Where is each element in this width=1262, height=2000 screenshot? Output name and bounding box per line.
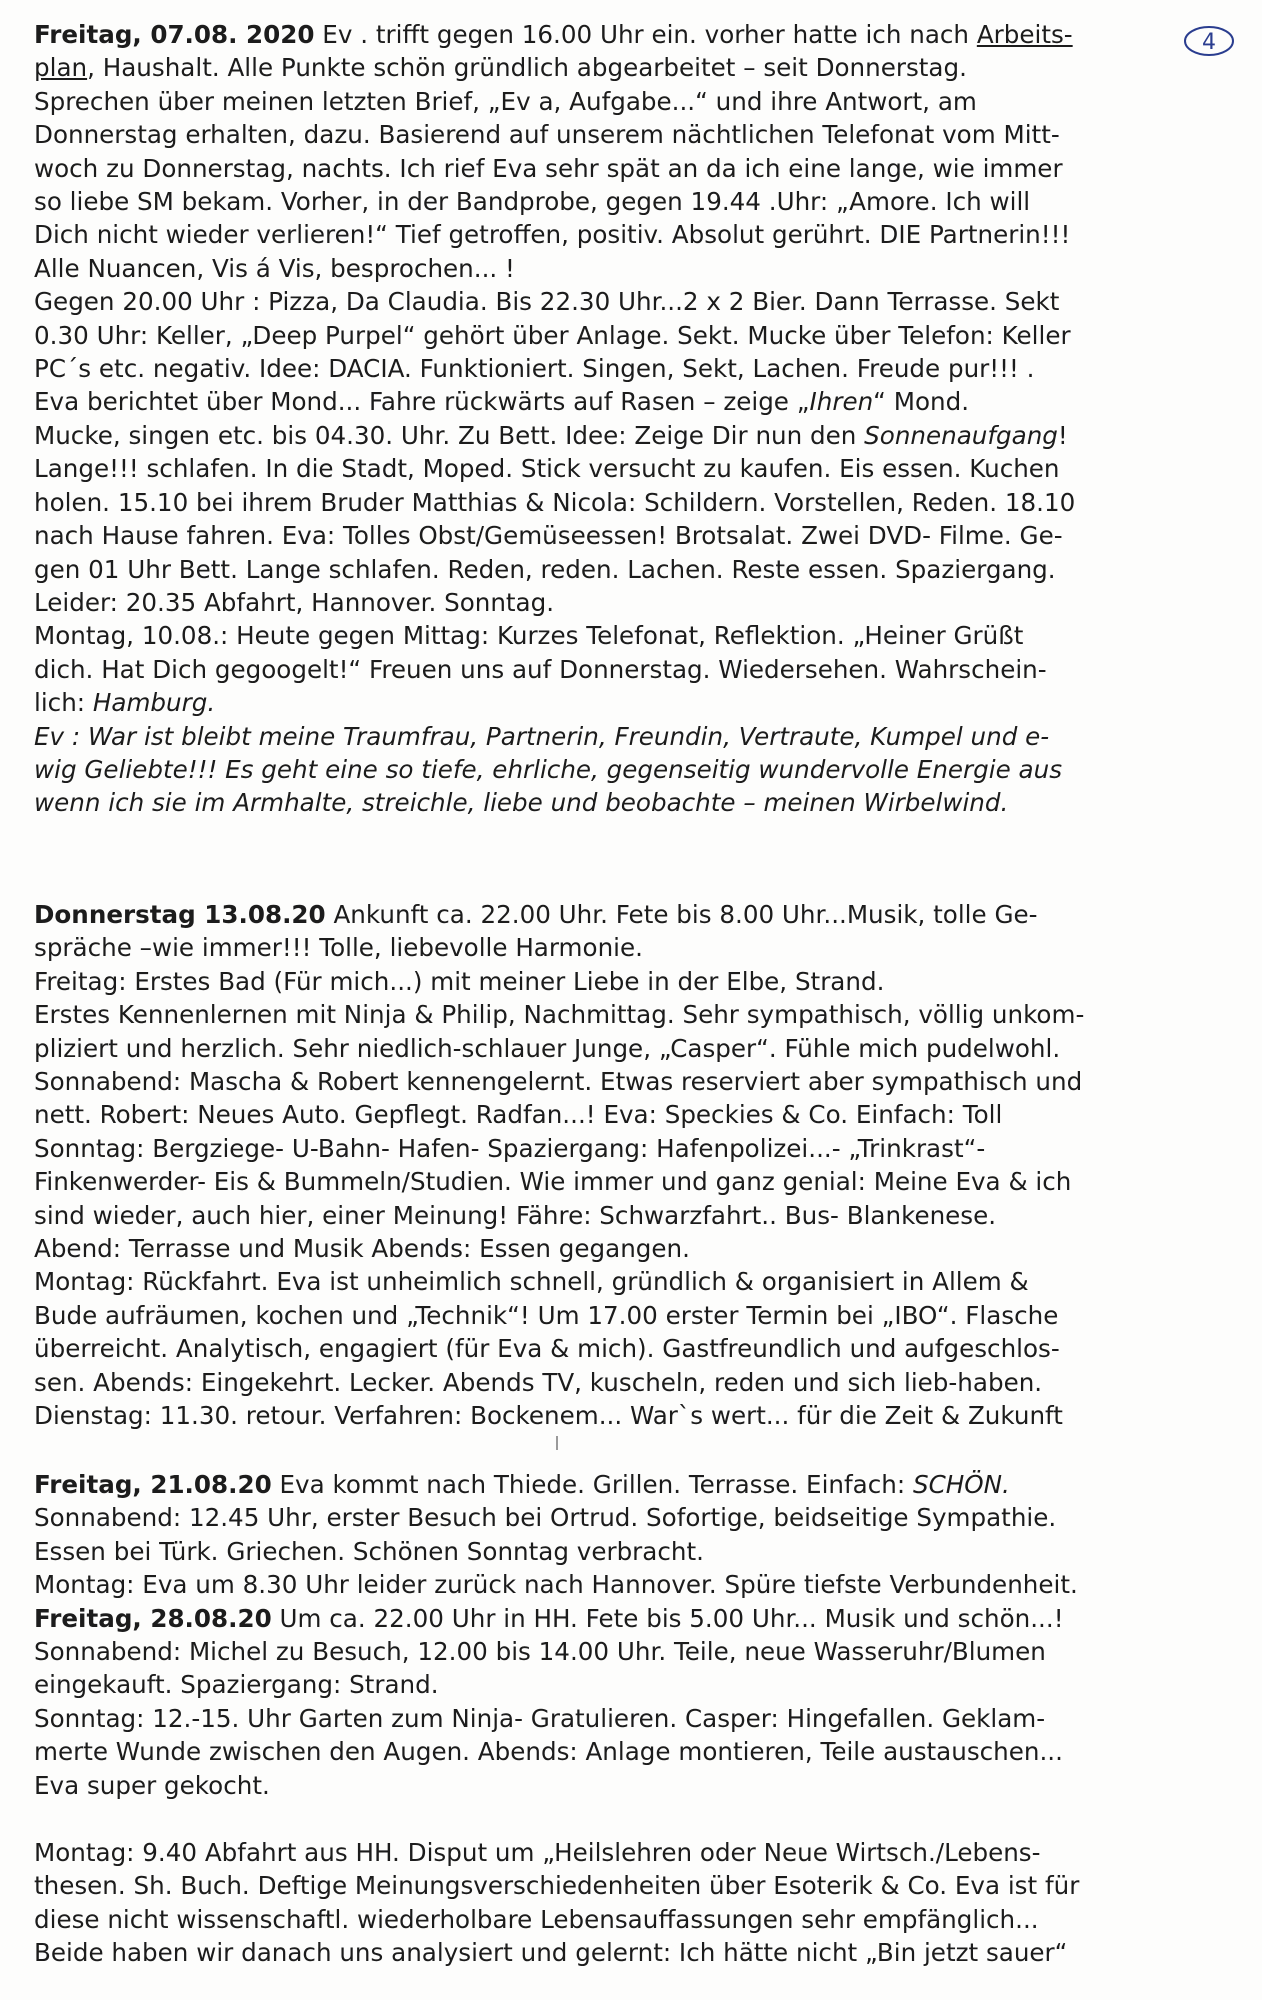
text-line: spräche –wie immer!!! Tolle, liebevolle Harmonie. [34, 933, 643, 963]
text-line: PC´s etc. negativ. Idee: DACIA. Funktioniert. Singen, Sekt, Lachen. Freude pur!!! . [34, 354, 1035, 384]
text-line: Leider: 20.35 Abfahrt, Hannover. Sonntag. [34, 587, 555, 617]
text-line: nach Hause fahren. Eva: Tolles Obst/Gemüseessen! Brotsalat. Zwei DVD- Filme. Ge- [34, 521, 1063, 551]
text-line: nett. Robert: Neues Auto. Gepflegt. Radfan...! Eva: Speckies & Co. Einfach: Toll [34, 1100, 1003, 1130]
text-line: merte Wunde zwischen den Augen. Abends: Anlage montieren, Teile austauschen... [34, 1737, 1063, 1767]
text-line: Freitag: Erstes Bad (Für mich...) mit meiner Liebe in der Elbe, Strand. [34, 966, 885, 996]
text-line: gen 01 Uhr Bett. Lange schlafen. Reden, reden. Lachen. Reste essen. Spaziergang. [34, 554, 1056, 584]
text-line: Freitag, 21.08.20 Eva kommt nach Thiede. Grillen. Terrasse. Einfach: SCHÖN. [34, 1470, 1010, 1499]
text-line: Sonnabend: Michel zu Besuch, 12.00 bis 14.00 Uhr. Teile, neue Wasseruhr/Blumen [34, 1637, 1046, 1667]
text-line: Sonntag: 12.-15. Uhr Garten zum Ninja- Gratulieren. Casper: Hingefallen. Geklam- [34, 1703, 1046, 1733]
italic-line: wig Geliebte!!! Es geht eine so tiefe, ehrliche, gegenseitig wundervolle Energie aus [34, 754, 1063, 784]
text-line: Essen bei Türk. Griechen. Schönen Sonntag verbracht. [34, 1536, 704, 1566]
italic-line: wenn ich sie im Armhalte, streichle, liebe und beobachte – meinen Wirbelwind. [34, 788, 1009, 818]
text-line: Finkenwerder- Eis & Bummeln/Studien. Wie immer und ganz genial: Meine Eva & ich [34, 1167, 1072, 1197]
text-line: Montag: Eva um 8.30 Uhr leider zurück nach Hannover. Spüre tiefste Verbundenheit. [34, 1570, 1078, 1600]
text-line: Gegen 20.00 Uhr : Pizza, Da Claudia. Bis 22.30 Uhr...2 x 2 Bier. Dann Terrasse. Sekt [34, 287, 1060, 317]
text-line: Bude aufräumen, kochen und „Technik“! Um 17.00 erster Termin bei „IBO“. Flasche [34, 1300, 1059, 1330]
text-line: woch zu Donnerstag, nachts. Ich rief Eva sehr spät an da ich eine lange, wie immer [34, 153, 1063, 183]
text-line: Alle Nuancen, Vis á Vis, besprochen... ! [34, 253, 515, 283]
text-line: Sprechen über meinen letzten Brief, „Ev a, Aufgabe...“ und ihre Antwort, am [34, 86, 977, 116]
text-line: Montag: Rückfahrt. Eva ist unheimlich schnell, gründlich & organisiert in Allem & [34, 1267, 1029, 1297]
entry-2020-08-07 [34, 18, 1224, 820]
entry-montag-abfahrt [34, 1836, 1224, 1970]
text-line: sind wieder, auch hier, einer Meinung! Fähre: Schwarzfahrt.. Bus- Blankenese. [34, 1200, 997, 1230]
text-line: Eva berichtet über Mond... Fahre rückwärts auf Rasen – zeige „Ihren“ Mond. [34, 387, 970, 417]
text-line: Lange!!! schlafen. In die Stadt, Moped. Stick versucht zu kaufen. Eis essen. Kuchen [34, 454, 1060, 484]
text-line: Eva super gekocht. [34, 1770, 270, 1800]
text-line: Sonntag: Bergziege- U-Bahn- Hafen- Spaziergang: Hafenpolizei...- „Trinkrast“- [34, 1133, 986, 1163]
text-line: Mucke, singen etc. bis 04.30. Uhr. Zu Bett. Idee: Zeige Dir nun den Sonnenaufgang! [34, 420, 1068, 450]
entry-date: Freitag, 21.08.20 [34, 1470, 272, 1499]
text-line: Freitag, 28.08.20 Um ca. 22.00 Uhr in HH. Fete bis 5.00 Uhr... Musik und schön...! [34, 1603, 1064, 1633]
text-line: überreicht. Analytisch, engagiert (für Eva & mich). Gastfreundlich und aufgeschlos- [34, 1334, 1060, 1364]
text-line: plan, Haushalt. Alle Punkte schön gründlich abgearbeitet – seit Donnerstag. [34, 53, 967, 83]
entry-date: Donnerstag 13.08.20 [34, 900, 326, 929]
text-line: thesen. Sh. Buch. Deftige Meinungsverschiedenheiten über Esoterik & Co. Eva ist für [34, 1871, 1080, 1901]
text-line: Freitag, 07.08. 2020 Ev . trifft gegen 16.00 Uhr ein. vorher hatte ich nach Arbeits- [34, 20, 1073, 49]
entry-date: Freitag, 28.08.20 [34, 1603, 272, 1633]
text-line: diese nicht wissenschaftl. wiederholbare Lebensauffassungen sehr empfänglich... [34, 1904, 1039, 1934]
text-line: Dich nicht wieder verlieren!“ Tief getroffen, positiv. Absolut gerührt. DIE Partnerin!!! [34, 220, 1071, 250]
scan-mark [556, 1436, 558, 1450]
text-line: 0.30 Uhr: Keller, „Deep Purpel“ gehört über Anlage. Sekt. Mucke über Telefon: Keller [34, 320, 1071, 350]
page-number: 4 [1202, 30, 1216, 55]
entry-2020-08-13 [34, 898, 1224, 1433]
text-line: Montag: 9.40 Abfahrt aus HH. Disput um „Heilslehren oder Neue Wirtsch./Lebens- [34, 1838, 1041, 1867]
text-line: Sonnabend: Mascha & Robert kennengelernt. Etwas reserviert aber sympathisch und [34, 1067, 1083, 1097]
text-line: Beide haben wir danach uns analysiert und gelernt: Ich hätte nicht „Bin jetzt sauer“ [34, 1938, 1068, 1968]
text-line: Abend: Terrasse und Musik Abends: Essen gegangen. [34, 1234, 690, 1264]
text-line: sen. Abends: Eingekehrt. Lecker. Abends TV, kuscheln, reden und sich lieb-haben. [34, 1367, 1043, 1397]
text-line: Dienstag: 11.30. retour. Verfahren: Bockenem... War`s wert... für die Zeit & Zukunft [34, 1401, 1063, 1431]
text-line: dich. Hat Dich gegoogelt!“ Freuen uns auf Donnerstag. Wiedersehen. Wahrschein- [34, 654, 1047, 684]
text-line: lich: Hamburg. [34, 688, 216, 718]
entry-date: Freitag, 07.08. 2020 [34, 20, 315, 49]
text-line: Erstes Kennenlernen mit Ninja & Philip, Nachmittag. Sehr sympathisch, völlig unkom- [34, 1000, 1085, 1030]
italic-line: Ev : War ist bleibt meine Traumfrau, Partnerin, Freundin, Vertraute, Kumpel und e- [34, 721, 1050, 751]
text-line: so liebe SM bekam. Vorher, in der Bandprobe, gegen 19.44 .Uhr: „Amore. Ich will [34, 187, 1031, 217]
text-line: holen. 15.10 bei ihrem Bruder Matthias & Nicola: Schildern. Vorstellen, Reden. 18.10 [34, 487, 1076, 517]
text-line: Donnerstag 13.08.20 Ankunft ca. 22.00 Uhr. Fete bis 8.00 Uhr...Musik, tolle Ge- [34, 900, 1038, 929]
text-line: eingekauft. Spaziergang: Strand. [34, 1670, 439, 1700]
text-line: Montag, 10.08.: Heute gegen Mittag: Kurzes Telefonat, Reflektion. „Heiner Grüßt [34, 621, 1024, 651]
text-line: pliziert und herzlich. Sehr niedlich-schlauer Junge, „Casper“. Fühle mich pudelwohl. [34, 1033, 1061, 1063]
text-line: Sonnabend: 12.45 Uhr, erster Besuch bei Ortrud. Sofortige, beidseitige Sympathie. [34, 1503, 1057, 1533]
entry-2020-08-21 [34, 1468, 1224, 1802]
text-line: Donnerstag erhalten, dazu. Basierend auf unserem nächtlichen Telefonat vom Mitt- [34, 120, 1060, 150]
